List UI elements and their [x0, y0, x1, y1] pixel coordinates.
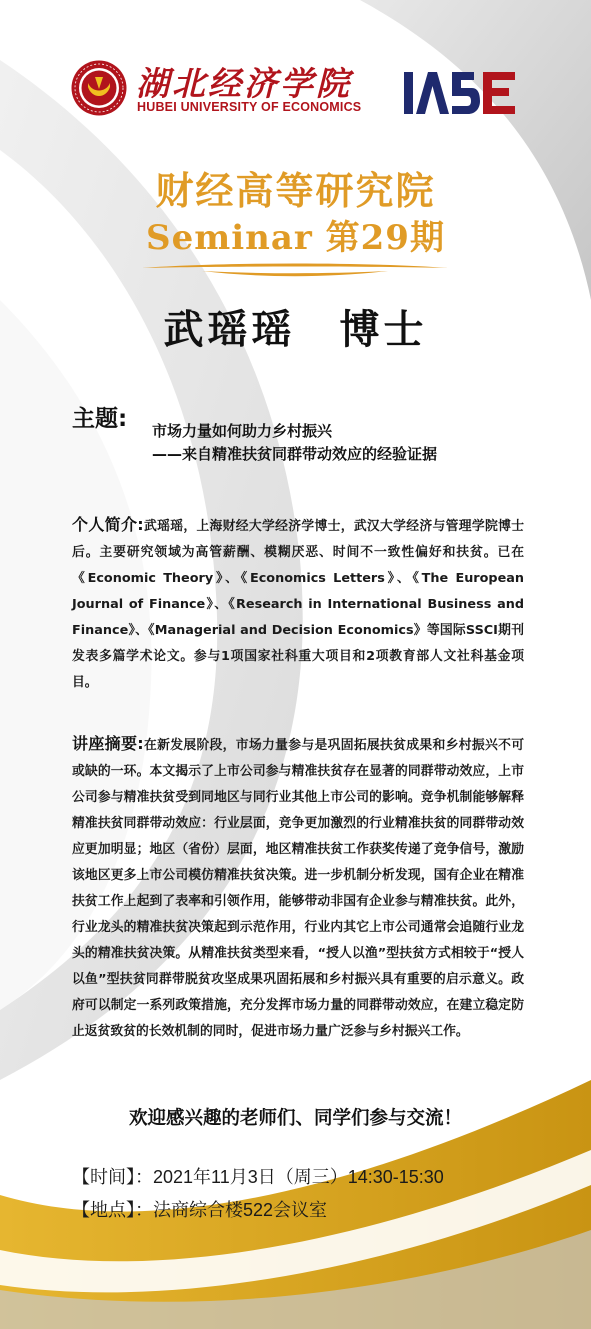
iasfe-logo-icon	[404, 70, 516, 116]
place-value: ：法商综合楼522会议室	[135, 1200, 328, 1220]
bio-text: 武瑶瑶，上海财经大学经济学博士，武汉大学经济与管理学院博士后。主要研究领域为高管薪酬、模糊厌恶、时间不一致性偏好和扶贫。已在《Economic Theory》、《Economics Letters》、《The European Journal of Finance》、《Research in International Business and Finance》、《Managerial and Decision Economics》等国际SSCI期刊发表多篇学术论文。参与1项国家社科重大项目和2项教育部人文社科基金项目。	[72, 519, 524, 690]
topic-subtitle: ——来自精准扶贫同群带动效应的经验证据	[152, 445, 438, 463]
university-name-en: HUBEI UNIVERSITY OF ECONOMICS	[137, 100, 362, 114]
seminar-number: Seminar 第29期	[146, 218, 445, 258]
university-name-cn: 湖北经济学院	[136, 64, 352, 103]
time-label: 【时间】	[72, 1167, 135, 1187]
speaker-name: 武瑶瑶 博士	[163, 306, 428, 353]
title-underline-swash	[142, 262, 448, 278]
event-location	[72, 1196, 327, 1222]
speaker-bio	[72, 512, 524, 696]
welcome-message: 欢迎感兴趣的老师们、同学们参与交流！	[128, 1108, 462, 1129]
iasfe-logo-label: IASFE	[460, 115, 463, 116]
event-time	[72, 1163, 444, 1189]
time-value: ：2021年11月3日（周三）14:30-15:30	[135, 1167, 444, 1187]
place-label: 【地点】	[72, 1200, 135, 1220]
university-seal-icon	[70, 59, 128, 117]
bio-label: 个人简介:	[72, 515, 144, 534]
topic-label: 主题:	[72, 406, 128, 432]
abstract-text: 在新发展阶段，市场力量参与是巩固拓展扶贫成果和乡村振兴不可或缺的一环。本文揭示了上市公司参与精准扶贫存在显著的同群带动效应，上市公司参与精准扶贫受到同地区与同行业其他上市公司的影响。竞争机制能够解释精准扶贫同群带动效应：行业层面，竞争更加激烈的行业精准扶贫的同群带动效应更加明显；地区（省份）层面，地区精准扶贫工作获奖传递了竞争信号，激励该地区更多上市公司模仿精准扶贫决策。进一步机制分析发现，国有企业在精准扶贫工作上起到了表率和引领作用，能够带动非国有企业参与精准扶贫。此外，行业龙头的精准扶贫决策起到示范作用，行业内其它上市公司通常会追随行业龙头的精准扶贫决策。从精准扶贫类型来看，“授人以渔”型扶贫方式相较于“授人以鱼”型扶贫同群带脱贫攻坚成果巩固拓展和乡村振兴具有重要的启示意义。政府可以制定一系列政策措施，充分发挥市场力量的同群带动效应，在建立稳定防止返贫致贫的长效机制的同时，促进市场力量广泛参与乡村振兴工作。	[72, 738, 524, 1039]
topic-title: 市场力量如何助力乡村振兴	[152, 422, 333, 440]
page-title: 财经高等研究院	[155, 168, 436, 213]
lecture-abstract	[72, 731, 524, 1045]
abstract-label: 讲座摘要:	[72, 734, 144, 753]
